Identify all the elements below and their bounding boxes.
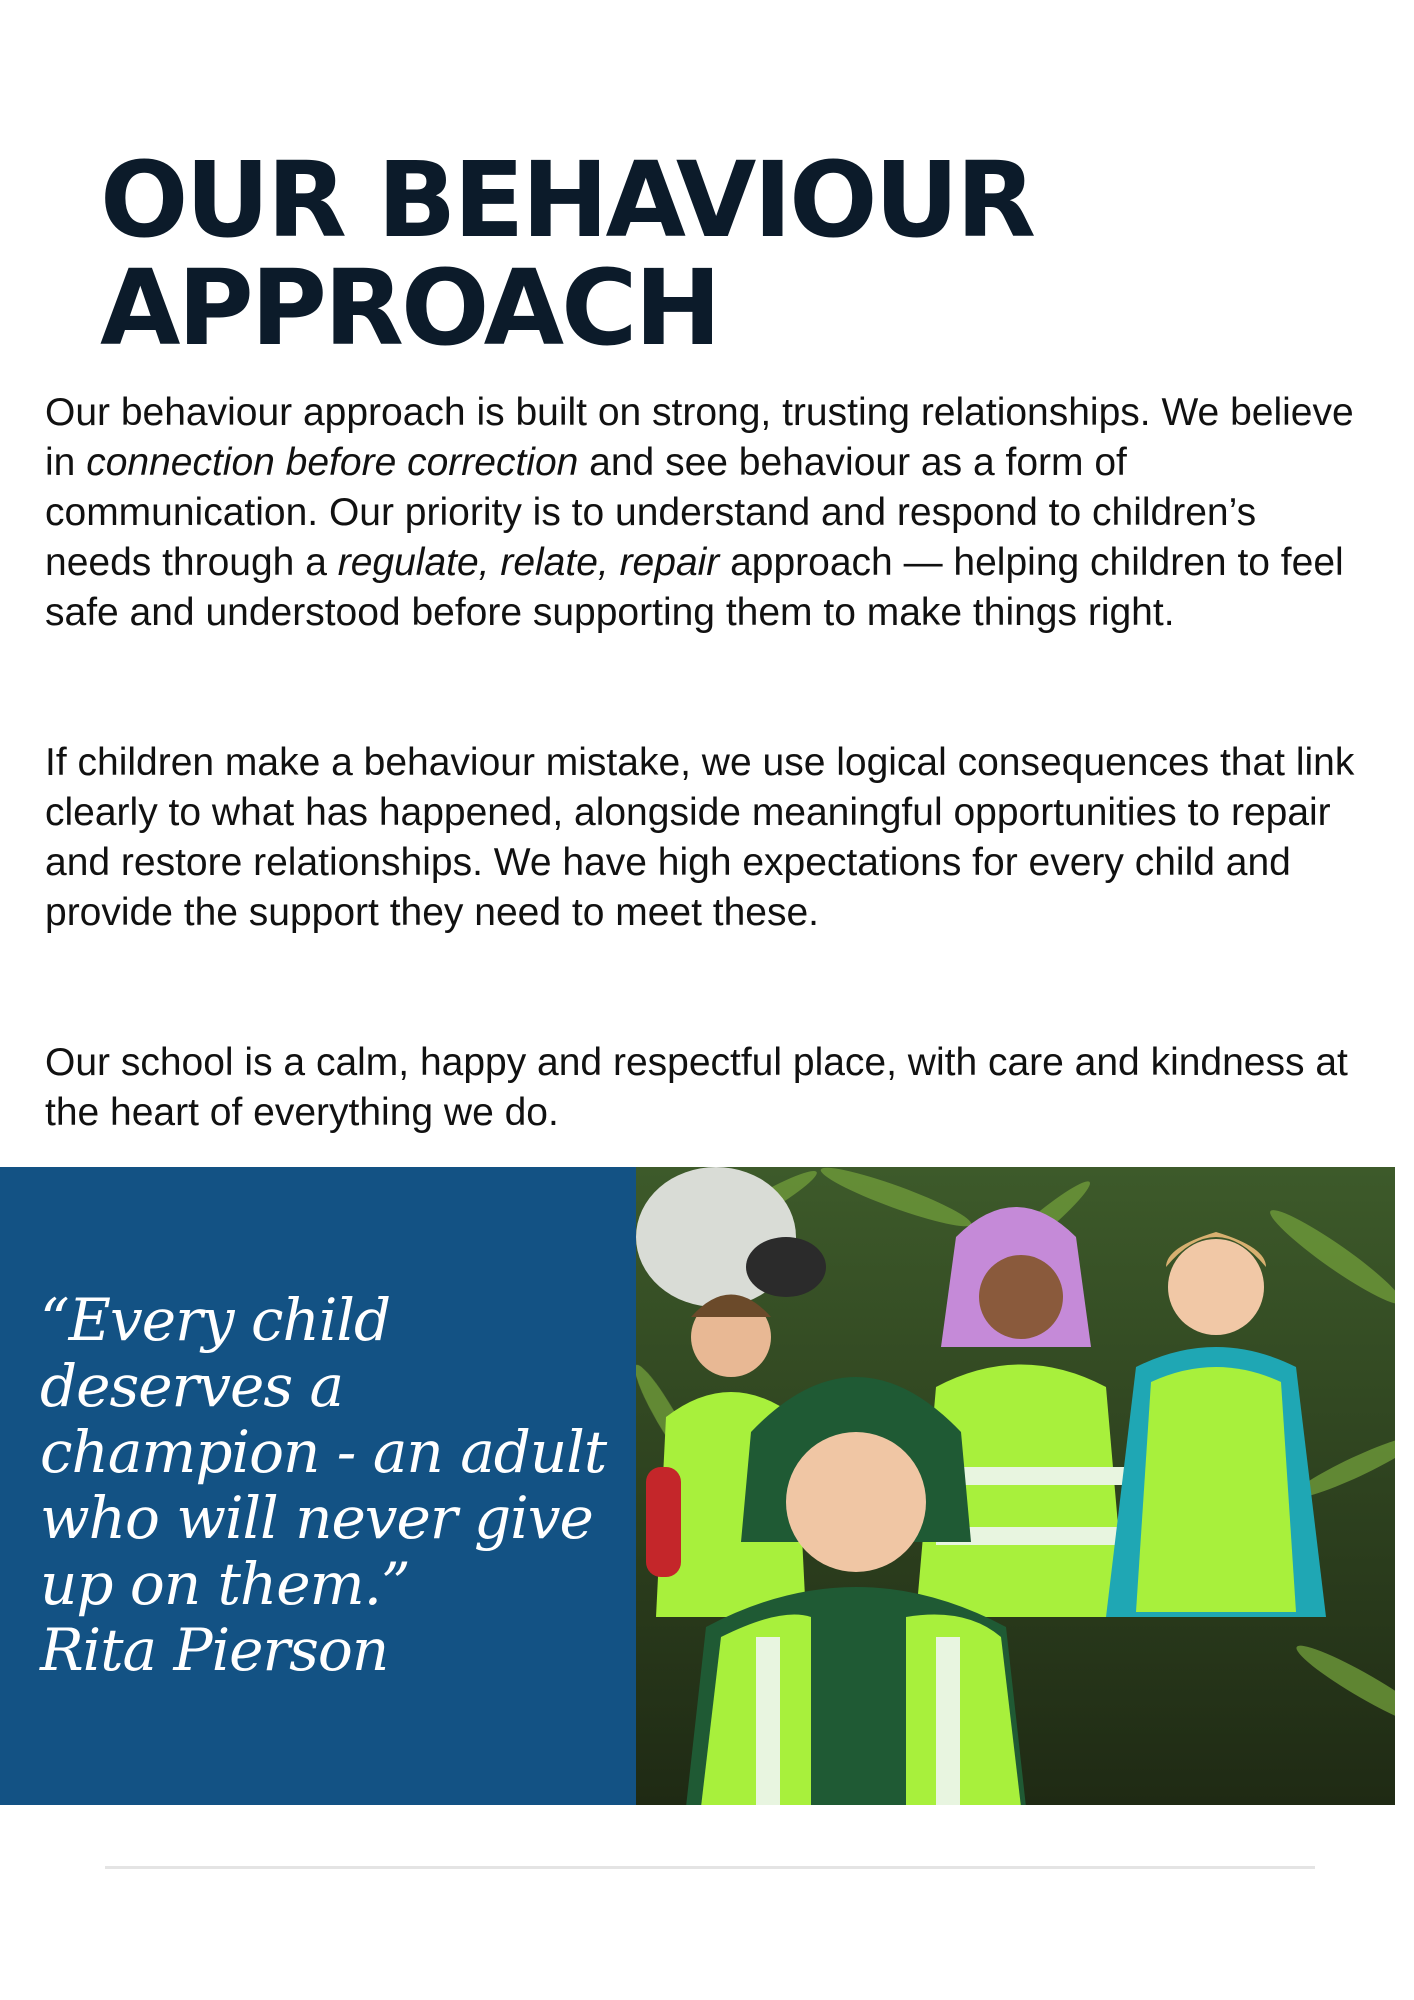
consequences-paragraph: If children make a behaviour mistake, we use logical consequences that link clearly to what has happened, alongside meaningful opportunities to repair and restore relationships. We have high expectations for every child and provide the support they need to meet these.	[45, 741, 1355, 934]
children-photo	[636, 1167, 1395, 1805]
page-title-line-1: OUR BEHAVIOUR	[100, 139, 1034, 261]
intro-text-1: Our behaviour approach is built on strong, trusting relationships. We believe in	[45, 391, 1354, 484]
intro-text-2: and see behaviour as a form of communication. Our priority is to understand and respond to children’s needs through a	[45, 441, 1257, 584]
quote-author: Rita Pierson	[40, 1616, 389, 1684]
children-photo-illustration	[636, 1167, 1395, 1805]
intro-paragraph	[45, 388, 1365, 638]
page-title-line-2: APPROACH	[100, 247, 719, 369]
quote-panel	[0, 1167, 636, 1805]
intro-italic-regulate: regulate, relate, repair	[337, 541, 720, 584]
quote-block	[40, 1287, 620, 1683]
intro-italic-connection: connection before correction	[86, 441, 579, 484]
intro-text-3: approach — helping children to feel safe and understood before supporting them to make things right.	[45, 541, 1344, 634]
quote-text: “Every child deserves a champion - an adult who will never give up on them.”	[40, 1286, 607, 1618]
footer-divider	[105, 1866, 1315, 1869]
school-ethos-paragraph: Our school is a calm, happy and respectful place, with care and kindness at the heart of everything we do.	[45, 1041, 1348, 1134]
page-title	[100, 139, 1300, 369]
